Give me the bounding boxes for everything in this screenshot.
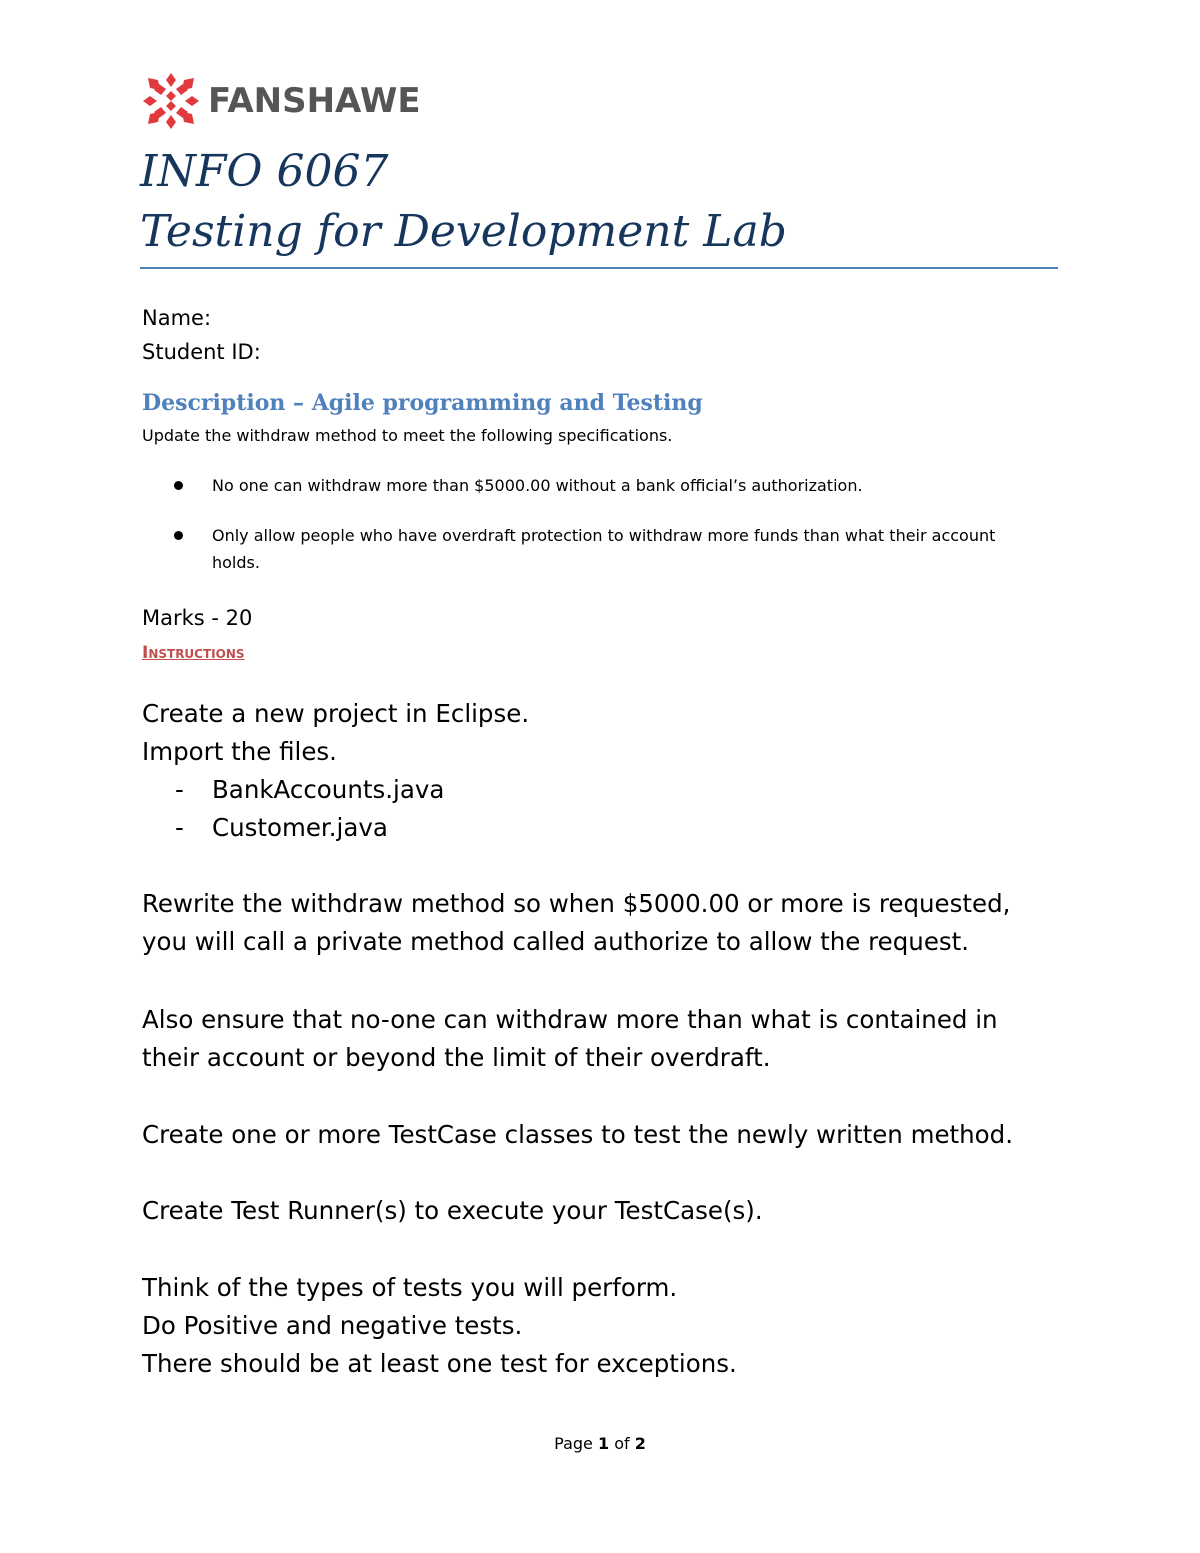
bullet-icon: [174, 481, 183, 490]
spec-text: Only allow people who have overdraft protection to withdraw more funds than what their account holds.: [212, 526, 996, 572]
instruction-paragraph: [142, 885, 1082, 961]
file-name: BankAccounts.java: [212, 775, 445, 804]
paragraph-line: Think of the types of tests you will perform.: [142, 1273, 678, 1302]
spec-text: No one can withdraw more than $5000.00 without a bank official’s authorization.: [212, 476, 863, 495]
fanshawe-logo: [140, 70, 421, 132]
paragraph-line: Create Test Runner(s) to execute your TestCase(s).: [142, 1196, 763, 1225]
paragraph-line: Also ensure that no-one can withdraw more than what is contained in: [142, 1005, 998, 1034]
file-name: Customer.java: [212, 813, 388, 842]
paragraph-line: you will call a private method called authorize to allow the request.: [142, 927, 970, 956]
name-label: Name:: [142, 306, 212, 330]
list-item: [142, 522, 1022, 576]
list-item: [142, 771, 1082, 809]
page-footer: [0, 1432, 1200, 1456]
page-word: Page: [554, 1434, 593, 1453]
page-current: 1: [597, 1434, 610, 1453]
bullet-icon: [174, 531, 183, 540]
fanshawe-logo-icon: [140, 70, 202, 132]
course-code: INFO 6067: [140, 146, 389, 197]
list-item: [142, 472, 1022, 499]
student-id-label: Student ID:: [142, 340, 261, 364]
instruction-paragraph: [142, 1001, 1082, 1077]
paragraph-line: There should be at least one test for exceptions.: [142, 1349, 737, 1378]
paragraph-line: Do Positive and negative tests.: [142, 1311, 523, 1340]
page-total: 2: [634, 1434, 646, 1453]
paragraph-line: Create one or more TestCase classes to test the newly written method.: [142, 1120, 1013, 1149]
marks-label: Marks - 20: [142, 606, 253, 630]
dash-marker: -: [175, 775, 184, 804]
file-list: [142, 771, 1082, 847]
instruction-paragraph: [142, 1116, 1082, 1154]
instruction-step: Import the files.: [142, 737, 337, 766]
document-title: [140, 142, 787, 262]
dash-marker: -: [175, 813, 184, 842]
instructions-heading: Instructions: [142, 643, 245, 663]
specification-list: [142, 472, 1022, 599]
list-item: [142, 809, 1082, 847]
paragraph-line: Rewrite the withdraw method so when $5000.00 or more is requested,: [142, 889, 1011, 918]
description-heading: Description – Agile programming and Testing: [142, 390, 703, 416]
instruction-step: Create a new project in Eclipse.: [142, 699, 530, 728]
instructions-steps: [142, 695, 1082, 847]
course-name: Testing for Development Lab: [140, 206, 787, 257]
instruction-paragraph: [142, 1192, 1082, 1230]
description-intro: Update the withdraw method to meet the following specifications.: [142, 426, 673, 445]
paragraph-line: their account or beyond the limit of their overdraft.: [142, 1043, 771, 1072]
instruction-paragraph: [142, 1269, 1082, 1383]
of-word: of: [614, 1434, 630, 1453]
brand-name: FANSHAWE: [208, 81, 421, 121]
title-divider: [140, 267, 1058, 269]
